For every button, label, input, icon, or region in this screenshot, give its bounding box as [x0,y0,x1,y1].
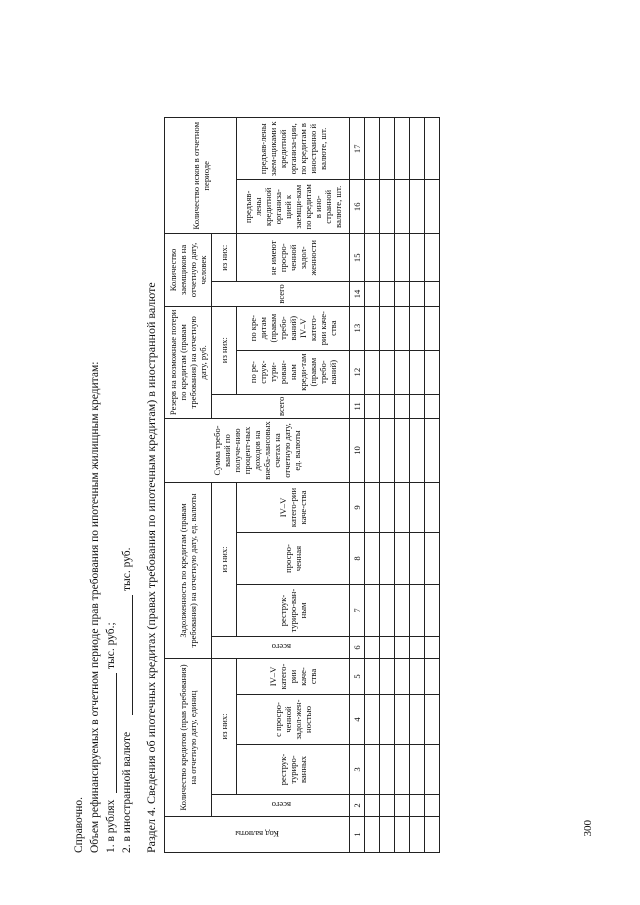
section-title: Раздел 4. Сведения об ипотечных кредитах (правах требования по ипотечным кредитам) в иностранной валюте [144,282,158,853]
col-num-6: 6 [350,637,365,659]
header-debt-category: IV–V катего-рии каче-ства [237,483,350,533]
header-debt-group: Задолженность по кредитам (правам требования) на отчетную дату, ед. валюты [165,483,212,659]
col-num-2: 2 [350,795,365,817]
header-restructured-debt: реструк-турирo-ван-ным [237,585,350,637]
rubles-unit: тыс. руб.; [105,622,117,669]
col-num-7: 7 [350,585,365,637]
foreign-label: 2. в иностранной валюте [121,731,133,853]
header-claims-by-org: предъяв-лены кредитной организа-цией к заемщи-кам по кредитам в ино-странной валюте, шт. [237,180,350,234]
header-borrowers-of-them: из них: [212,234,237,282]
header-count-category: IV–V катего-рии каче-ства [237,659,350,695]
col-num-14: 14 [350,282,365,306]
header-income-sum: Сумма требо-ваний по получе-нию процент-ных доходов на внеба-лансовых счетах на отчетную дату, ед. валюты [165,419,350,483]
header-reserve-total: всего [212,394,350,418]
col-num-13: 13 [350,306,365,350]
col-num-5: 5 [350,659,365,695]
header-count-total: всего [212,795,350,817]
header-reserve-group: Резерв на возможные потери по кредитам (правам требования) на отчетную дату, руб. [165,306,212,418]
header-count-of-them: из них: [212,659,237,795]
foreign-blank [120,595,133,715]
col-num-11: 11 [350,394,365,418]
foreign-currency-mortgage-table [164,117,440,853]
col-num-9: 9 [350,483,365,533]
intro-title: Справочно. [73,796,85,853]
col-num-10: 10 [350,419,365,483]
header-borrowers-group: Количество заемщиков на отчетную дату, человек [165,234,212,306]
col-num-4: 4 [350,695,365,745]
header-borrowers-total: всего [212,282,350,306]
header-debt-total: всего [212,637,350,659]
header-reserve-category: по кре-дитам (правам требо-ваний) IV–V катего-рии каче-ства [237,306,350,350]
col-num-12: 12 [350,350,365,394]
table-row [365,118,380,853]
column-number-row [350,118,365,853]
header-no-overdue: не имеют просро-ченной задол-женности [237,234,350,282]
header-currency-code: Код валюты [165,817,350,853]
col-num-1: 1 [350,817,365,853]
foreign-unit: тыс. руб. [121,547,133,591]
header-debt-of-them: из них: [212,483,237,637]
header-claims-group: Количество исков в отчетном периоде [165,118,237,234]
header-reserve-of-them: из них: [212,306,237,394]
col-num-15: 15 [350,234,365,282]
table-row [380,118,395,853]
header-claims-by-borrowers: предъяв-лены заем-щиками к кредитной организа-ции, по кредитам в иностранно й валюте, шт. [237,118,350,180]
col-num-16: 16 [350,180,365,234]
header-count-group: Количество кредитов (прав требования) на отчетную дату, единиц [165,659,212,817]
col-num-17: 17 [350,118,365,180]
header-restructured-count: реструк-туриро-ванных [237,745,350,795]
table-row [425,118,440,853]
rubles-label: 1. в рублях [105,799,117,853]
header-reserve-restructured: по ре-струк-тури-рован-ным креди-там (правам требо-ваний) [237,350,350,394]
table-row [395,118,410,853]
header-overdue-debt: с просро-ченной задол-жен-ностью [237,695,350,745]
col-num-3: 3 [350,745,365,795]
header-overdue: просро-ченная [237,533,350,585]
refinanced-text: Объем рефинансируемых в отчетном периоде прав требования по ипотечным жилищным кредитам: [89,361,101,853]
page-number: 300 [582,820,594,837]
rubles-blank [104,673,117,793]
table-row [410,118,425,853]
col-num-8: 8 [350,533,365,585]
